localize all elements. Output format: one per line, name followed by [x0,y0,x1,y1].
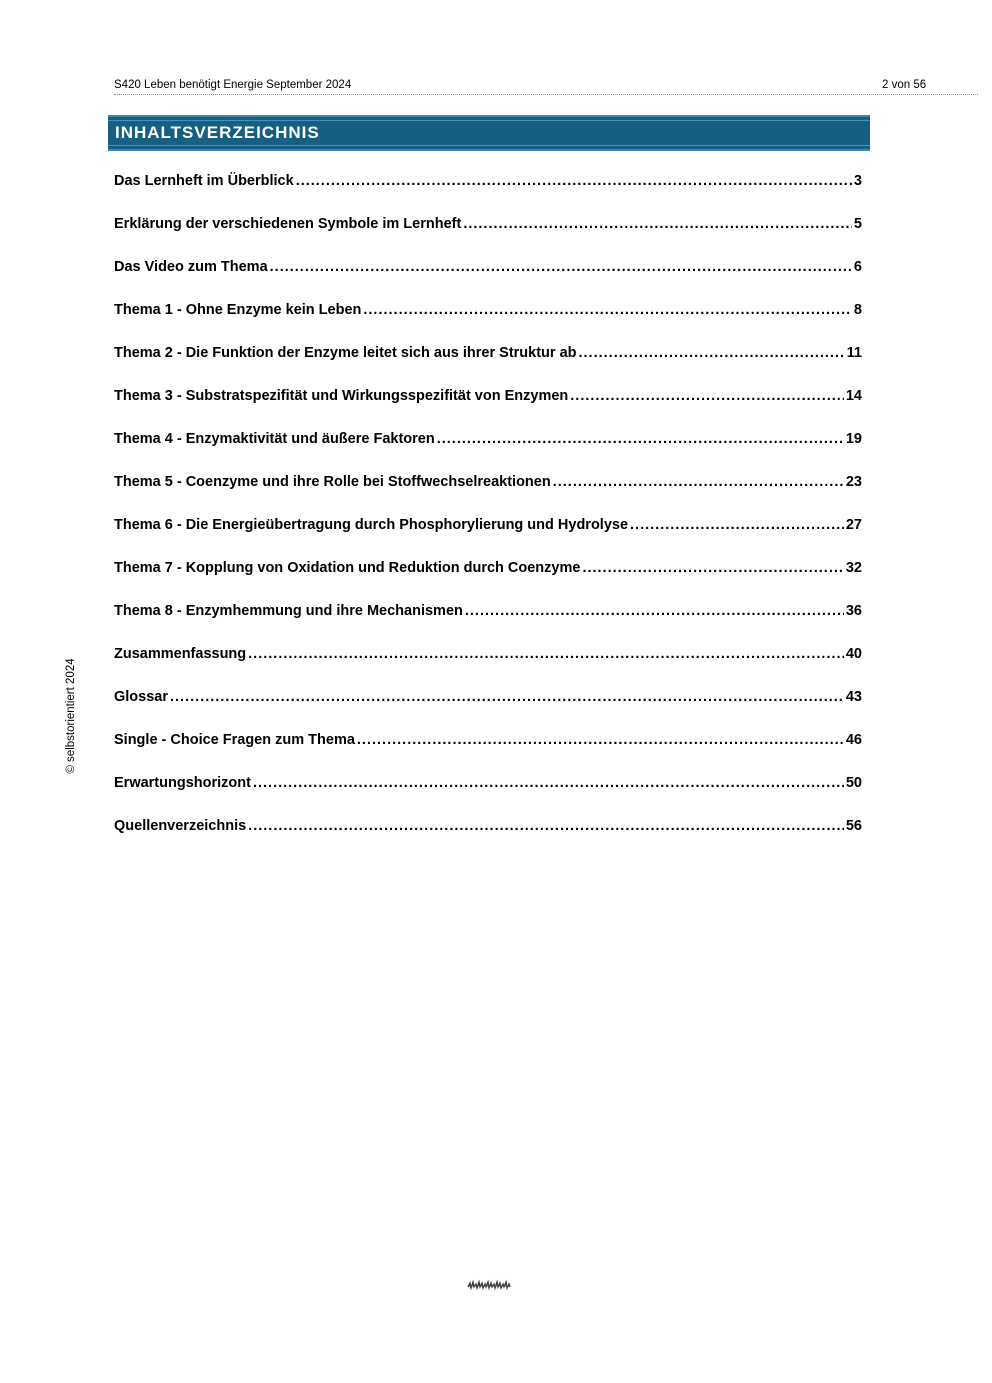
toc-entry-title: Das Lernheft im Überblick [114,173,294,189]
toc-entry-title: Quellenverzeichnis [114,818,247,834]
toc-leader-dots [248,815,844,837]
selbstorientiert-logo [467,1278,511,1292]
toc-leader-dots [582,557,843,579]
toc-entry-title: Erwartungshorizont [114,775,251,791]
toc-entry-page: 27 [845,517,862,533]
toc-entry[interactable] [114,428,862,471]
toc-entry-page: 19 [845,431,862,447]
toc-entry[interactable] [114,213,862,256]
toc-leader-dots [630,514,844,536]
toc-entry-title: Thema 4 - Enzymaktivität und äußere Faktoren [114,431,435,447]
toc-leader-dots [357,729,844,751]
toc-entry-page: 11 [846,345,862,361]
toc-leader-dots [170,686,844,708]
toc-entry[interactable] [114,815,862,858]
toc-entry[interactable] [114,772,862,815]
toc-leader-dots [437,428,844,450]
toc-entry-title: Thema 5 - Coenzyme und ihre Rolle bei Stoffwechselreaktionen [114,474,551,490]
toc-heading-bar [108,115,870,151]
toc-leader-dots [363,299,852,321]
toc-entry-title: Thema 1 - Ohne Enzyme kein Leben [114,302,362,318]
toc-entry-title: Thema 2 - Die Funktion der Enzyme leitet sich aus ihrer Struktur ab [114,345,577,361]
toc-entry-title: Thema 8 - Enzymhemmung und ihre Mechanismen [114,603,463,619]
page-number: 2 von 56 [882,79,927,91]
toc-leader-dots [553,471,844,493]
toc-entry[interactable] [114,299,862,342]
toc-entry-page: 32 [845,560,862,576]
toc-entry-page: 56 [845,818,862,834]
toc-entry[interactable] [114,471,862,514]
toc-entry[interactable] [114,643,862,686]
toc-entry-title: Zusammenfassung [114,646,247,662]
toc-entry-title: Single - Choice Fragen zum Thema [114,732,355,748]
toc-entry[interactable] [114,514,862,557]
toc-leader-dots [248,643,844,665]
page-header [114,76,978,95]
toc-entry-page: 23 [845,474,862,490]
toc-entry-page: 36 [845,603,862,619]
toc-entry-page: 5 [853,216,862,232]
toc-entry-title: Thema 6 - Die Energieübertragung durch Phosphorylierung und Hydrolyse [114,517,629,533]
toc-entry-page: 6 [853,259,862,275]
toc-leader-dots [463,213,852,235]
toc-entry[interactable] [114,729,862,772]
toc-entry-page: 14 [845,388,862,404]
toc-entry[interactable] [114,170,862,213]
toc-entry-page: 50 [845,775,862,791]
toc-entry-title: Erklärung der verschiedenen Symbole im Lernheft [114,216,462,232]
toc-leader-dots [270,256,852,278]
toc-entry-title: Thema 3 - Substratspezifität und Wirkungsspezifität von Enzymen [114,388,569,404]
toc-entry-title: Thema 7 - Kopplung von Oxidation und Reduktion durch Coenzyme [114,560,581,576]
toc-entry[interactable] [114,600,862,643]
toc-leader-dots [253,772,844,794]
toc-entry[interactable] [114,256,862,299]
toc-entry[interactable] [114,385,862,428]
toc-entry-page: 40 [845,646,862,662]
toc-leader-dots [465,600,844,622]
document-title: S420 Leben benötigt Energie September 2024 [114,79,352,91]
toc-entry-page: 8 [853,302,862,318]
copyright-notice: © selbstorientiert 2024 [65,658,77,774]
toc-leader-dots [579,342,845,364]
toc-entry-page: 3 [853,173,862,189]
toc-entry-title: Glossar [114,689,168,705]
toc-entry-page: 43 [845,689,862,705]
toc-entry[interactable] [114,686,862,729]
toc-leader-dots [296,170,852,192]
table-of-contents [114,170,862,858]
toc-leader-dots [570,385,844,407]
toc-entry[interactable] [114,342,862,385]
toc-entry-title: Das Video zum Thema [114,259,268,275]
toc-heading: INHALTSVERZEICHNIS [115,123,320,142]
toc-entry-page: 46 [845,732,862,748]
toc-entry[interactable] [114,557,862,600]
